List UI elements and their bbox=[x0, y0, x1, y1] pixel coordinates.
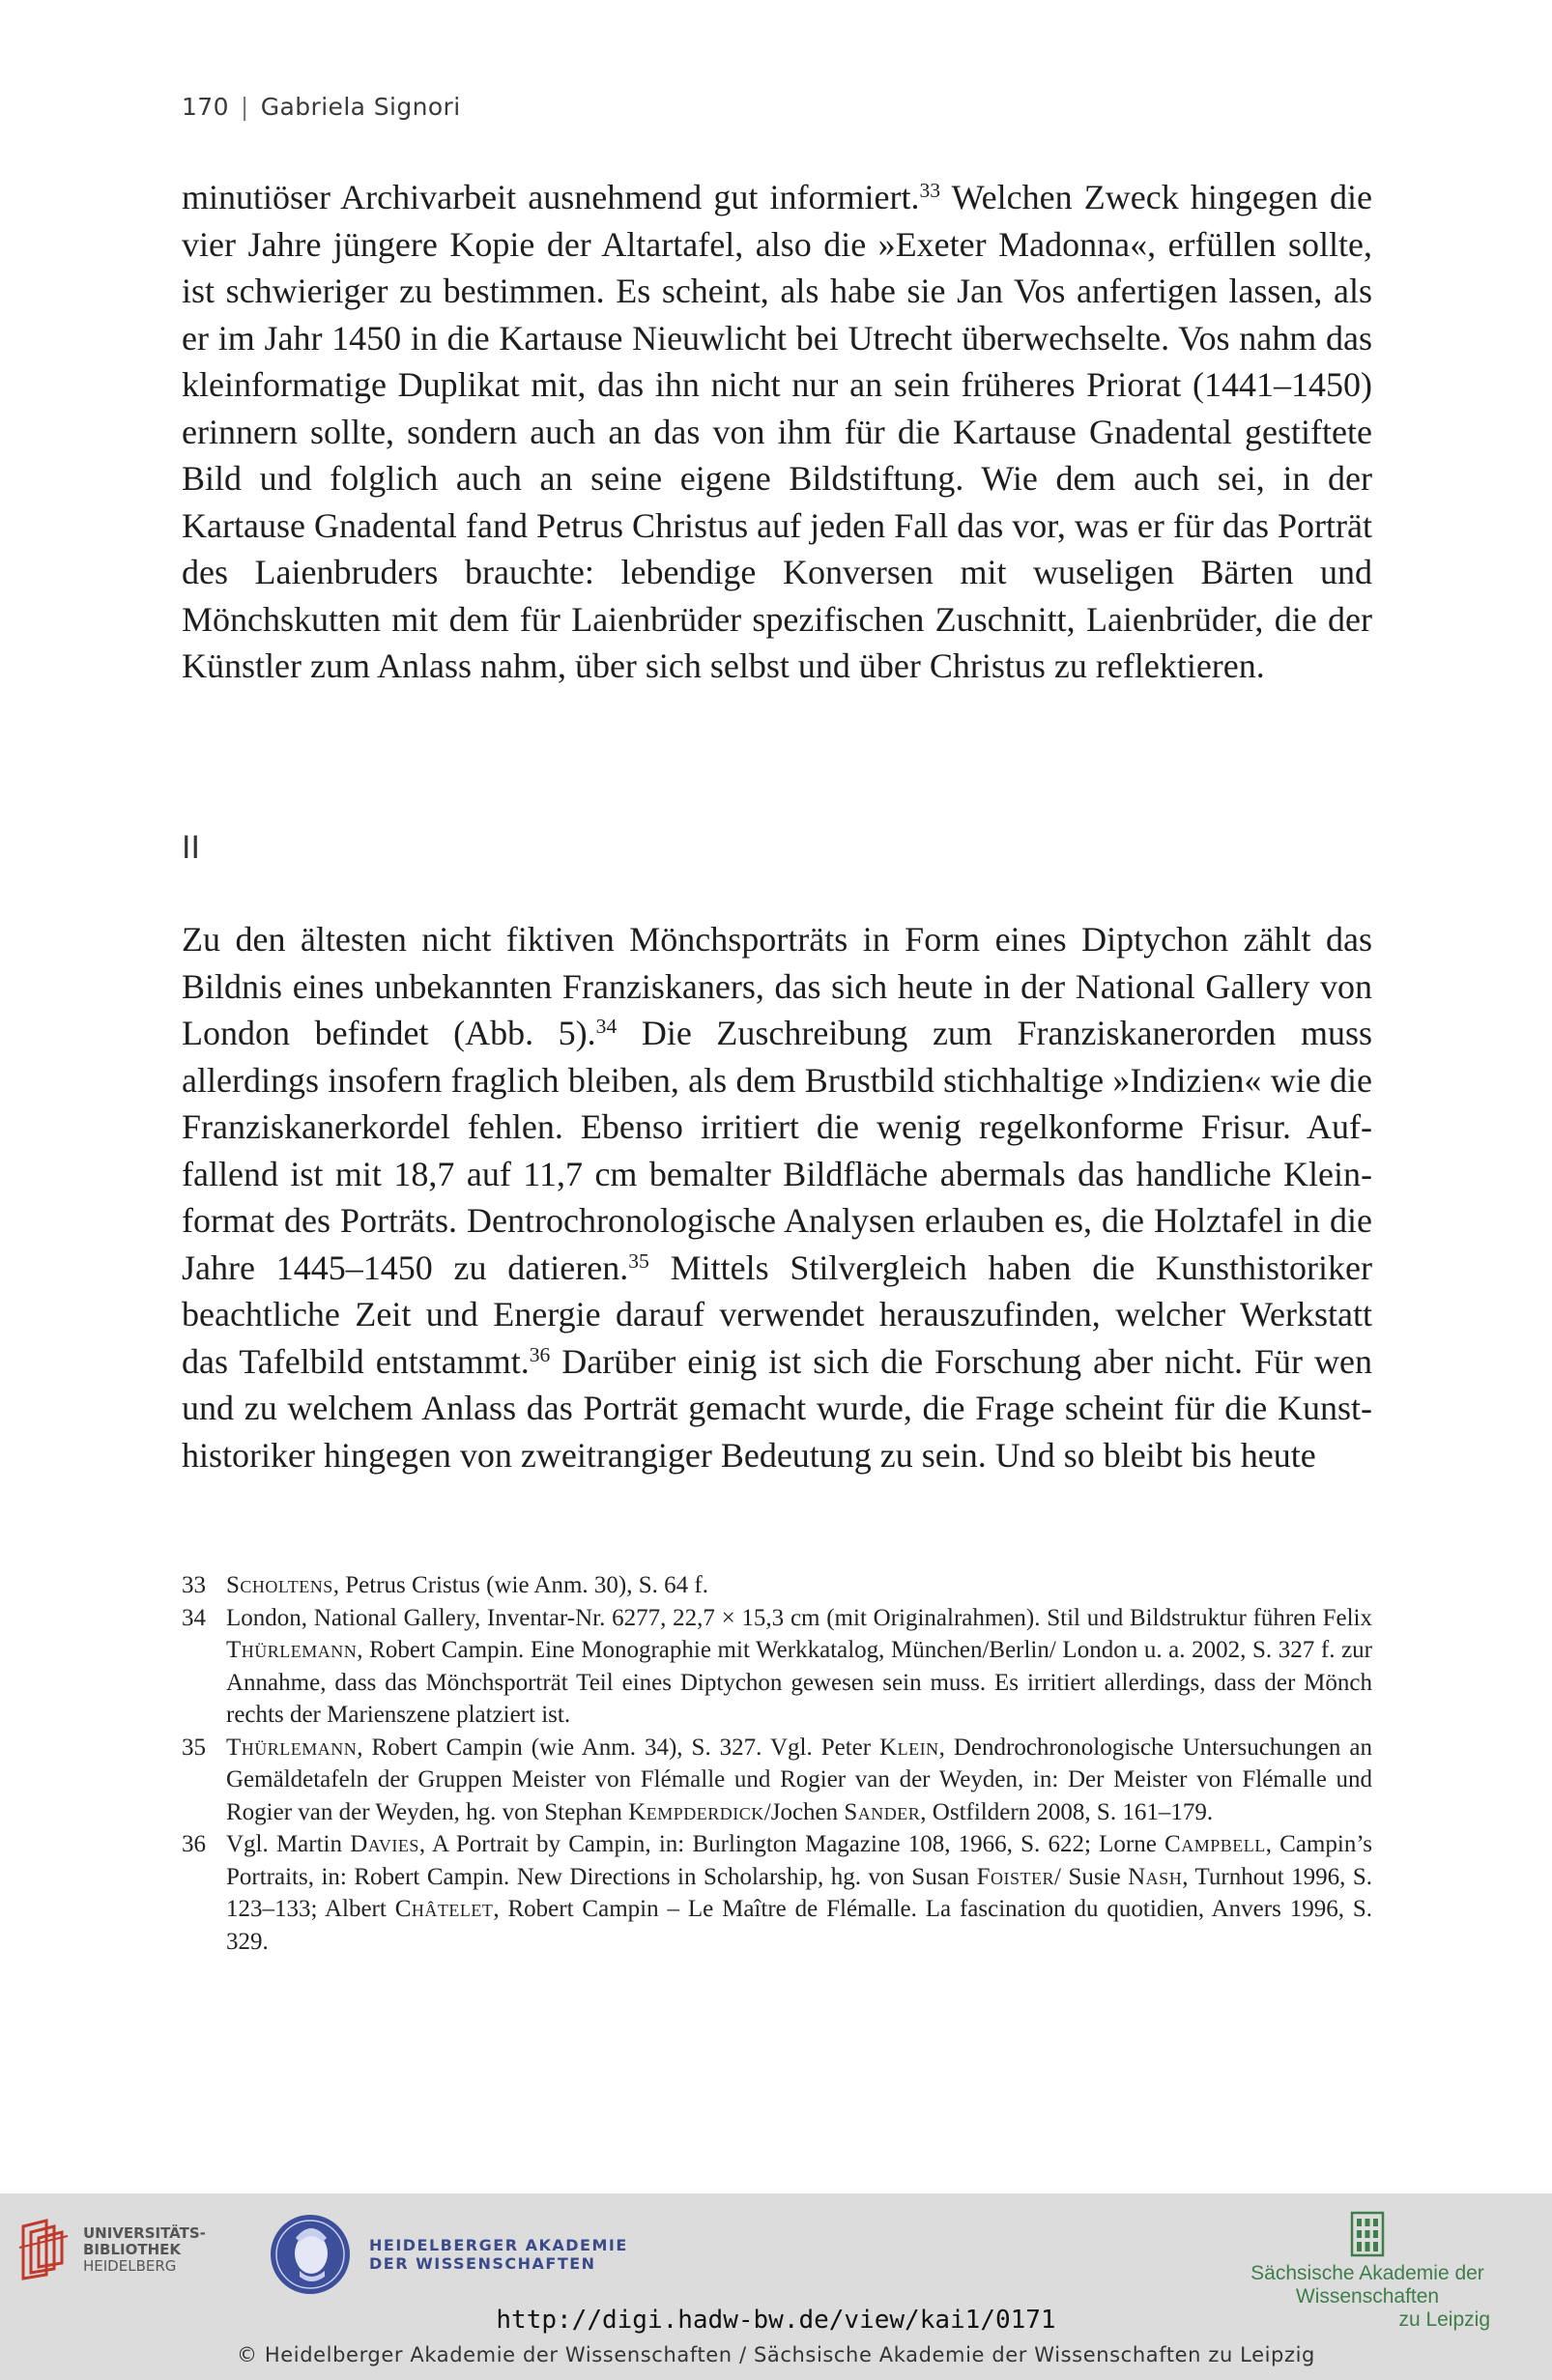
footnote-segment: / Susie bbox=[1054, 1863, 1129, 1890]
ub-logo-line: BIBLIOTHEK bbox=[83, 2240, 181, 2258]
footnote-36 bbox=[182, 1828, 1372, 1958]
author-name: Sander bbox=[844, 1798, 921, 1825]
author-name: Klein bbox=[879, 1734, 939, 1761]
footnote-segment: , Turnhout 1996, S. 123–133; Albert bbox=[226, 1863, 1373, 1922]
footnote-ref-35[interactable]: 35 bbox=[628, 1248, 649, 1273]
author-name: Nash bbox=[1128, 1863, 1183, 1890]
footnote-text bbox=[226, 1602, 1372, 1732]
footnote-segment: , Dendrochronologische Untersuchungen an Gemäldetafeln der Gruppen Meister von Flémalle und Rogier van der Weyden, in: Der Meister von Flémalle und Rogier van der Weyden, hg. von Stephan bbox=[226, 1734, 1372, 1825]
paragraph-text: Darüber einig ist sich die Forschung aber nicht. Für wen und zu welchem Anlass das Porträt gemacht wurde, die Frage scheint für die Kunsthistoriker hingegen von zweitrangiger Bedeutung zu sein. Und so bleibt bis heute bbox=[182, 1341, 1372, 1475]
footnotes bbox=[182, 1569, 1372, 1958]
paragraph-text: Die Zuschreibung zum Franziskanerorden muss allerdings insofern fraglich bleiben, als dem Brustbild stichhaltige »Indizien« wie die Franziskanerkordel fehlen. Ebenso irritiert die wenig regelkonforme Frisur. Auffallend ist mit 18,7 auf 11,7 cm bemalter Bildfläche abermals das handliche Kleinformat des Porträts. Dentrochronologische Analysen erlauben es, die Holztafel in die Jahre 1445–1450 zu datieren. bbox=[182, 1014, 1372, 1287]
author-name: Foister bbox=[976, 1863, 1055, 1890]
author-name: Scholtens bbox=[226, 1572, 333, 1598]
saw-logo-line: Sächsische Akademie der Wissenschaften bbox=[1250, 2262, 1484, 2308]
running-header bbox=[182, 93, 461, 121]
copyright-notice: © Heidelberger Akademie der Wissenschaften / Sächsische Akademie der Wissenschaften zu Leipzig bbox=[237, 2343, 1315, 2366]
hadw-logo-line: HEIDELBERGER AKADEMIE bbox=[369, 2236, 628, 2254]
footnote-text bbox=[226, 1732, 1372, 1829]
hadw-logo-line: DER WISSENSCHAFTEN bbox=[369, 2254, 596, 2273]
ub-logo-line: UNIVERSITÄTS- bbox=[83, 2223, 206, 2242]
ub-heidelberg-logo[interactable] bbox=[17, 2219, 206, 2280]
saw-logo-line: zu Leipzig bbox=[1398, 2308, 1490, 2331]
author-name: Campbell bbox=[1164, 1831, 1266, 1857]
page-number: 170 bbox=[182, 93, 229, 121]
footnote-35 bbox=[182, 1732, 1372, 1829]
ub-logo-icon bbox=[17, 2219, 73, 2280]
permalink-url[interactable]: http://digi.hadw-bw.de/view/kai1/0171 bbox=[496, 2306, 1056, 2335]
hadw-logo[interactable] bbox=[269, 2213, 628, 2296]
footnote-ref-34[interactable]: 34 bbox=[595, 1015, 618, 1039]
paragraph-text: Mittels Stilvergleich haben die Kunsthistoriker beachtliche Zeit und Energie darauf verwendet herauszufinden, welcher Werkstatt das Tafelbild entstammt. bbox=[182, 1247, 1372, 1381]
saw-building-icon bbox=[1348, 2211, 1387, 2257]
footnote-number: 36 bbox=[182, 1831, 206, 1857]
header-separator: | bbox=[240, 93, 249, 121]
footnote-number: 34 bbox=[182, 1604, 206, 1631]
digitization-footer bbox=[0, 2194, 1552, 2380]
footnote-segment: London, National Gallery, Inventar-Nr. 6277, 22,7 × 15,3 cm (mit Originalrahmen). Stil und Bildstruktur führen Felix bbox=[226, 1604, 1372, 1631]
footnote-segment: , Robert Campin. Eine Monographie mit Werkkatalog, München/Berlin/ London u. a. 2002, S. 327 f. zur Annahme, dass das Mönchsporträt Teil eines Diptychon gewesen sein muss. Es irritiert allerdings, dass der Mönch rechts der Marienszene platziert ist. bbox=[226, 1637, 1372, 1728]
paragraph-text: minutiöser Archivarbeit ausnehmend gut informiert. bbox=[182, 178, 920, 216]
footnote-ref-36[interactable]: 36 bbox=[529, 1342, 551, 1366]
author-name: Davies bbox=[350, 1831, 419, 1857]
paragraph-2 bbox=[182, 916, 1372, 1478]
footnote-segment: , Petrus Cristus (wie Anm. 30), S. 64 f. bbox=[332, 1572, 708, 1598]
author-name: Châtelet bbox=[394, 1896, 494, 1922]
ub-logo-text bbox=[83, 2225, 206, 2275]
footnote-number: 33 bbox=[182, 1572, 206, 1598]
paragraph-text: Welchen Zweck hingegen die vier Jahre jüngere Kopie der Altartafel, also die »Exeter Madonna«, erfüllen sollte, ist schwieriger zu bestimmen. Es scheint, als habe sie Jan Vos anfertigen lassen, als er im Jahr 1450 in die Kartause Nieuwlicht bei Utrecht überwechselte. Vos nahm das kleinformatige Duplikat mit, das ihn nicht nur an sein früheres Priorat (1441–1450) erinnern sollte, sondern auch an das von ihm für die Kartause Gnadental gestiftete Bild und folglich auch an seine eigene Bildstiftung. Wie dem auch sei, in der Kartause Gnadental fand Petrus Christus auf jeden Fall das vor, was er für das Porträt des Laienbruders brauchte: lebendige Konversen mit wuseligen Bärten und Mönchskutten mit dem für Laienbrüder spezifischen Zuschnitt, Laienbrüder, die der Künstler zum Anlass nahm, über sich selbst und über Christus zu reflektieren. bbox=[182, 178, 1372, 685]
author-name: Thürlemann bbox=[226, 1637, 358, 1663]
footnote-segment: , Robert Campin – Le Maître de Flémalle. La fascination du quotidien, Anvers 1996, S. 329. bbox=[226, 1896, 1372, 1955]
footnote-33 bbox=[182, 1569, 1372, 1602]
footnote-segment: , Ostfildern 2008, S. 161–179. bbox=[920, 1798, 1214, 1825]
section-heading: II bbox=[182, 829, 200, 866]
ub-logo-line: HEIDELBERG bbox=[83, 2256, 177, 2275]
paragraph-text: Zu den ältesten nicht fiktiven Mönchsporträts in Form eines Diptychon zählt das Bildnis eines unbekannten Franziskaners, das sich heute in der National Gallery von London befindet (Abb. 5). bbox=[182, 920, 1372, 1052]
footnote-text bbox=[226, 1828, 1372, 1958]
paragraph-1 bbox=[182, 174, 1372, 690]
footnote-text bbox=[226, 1569, 1372, 1602]
author-name: Kempderdick bbox=[628, 1798, 764, 1825]
footnote-number: 35 bbox=[182, 1734, 206, 1761]
hadw-logo-text bbox=[369, 2236, 628, 2273]
footnote-segment: , Campin’s Portraits, in: Robert Campin. New Directions in Scholarship, hg. von Susan bbox=[226, 1831, 1372, 1890]
footnote-34 bbox=[182, 1602, 1372, 1732]
footnote-ref-33[interactable]: 33 bbox=[919, 179, 941, 203]
running-author: Gabriela Signori bbox=[260, 93, 461, 121]
athena-seal-icon bbox=[269, 2213, 352, 2296]
footnote-segment: /Jochen bbox=[763, 1798, 845, 1825]
footnote-segment: , A Portrait by Campin, in: Burlington Magazine 108, 1966, S. 622; Lorne bbox=[418, 1831, 1165, 1857]
footnote-segment: Vgl. Martin bbox=[226, 1831, 351, 1857]
author-name: Thürlemann bbox=[226, 1734, 358, 1761]
footnote-segment: , Robert Campin (wie Anm. 34), S. 327. Vgl. Peter bbox=[357, 1734, 880, 1761]
